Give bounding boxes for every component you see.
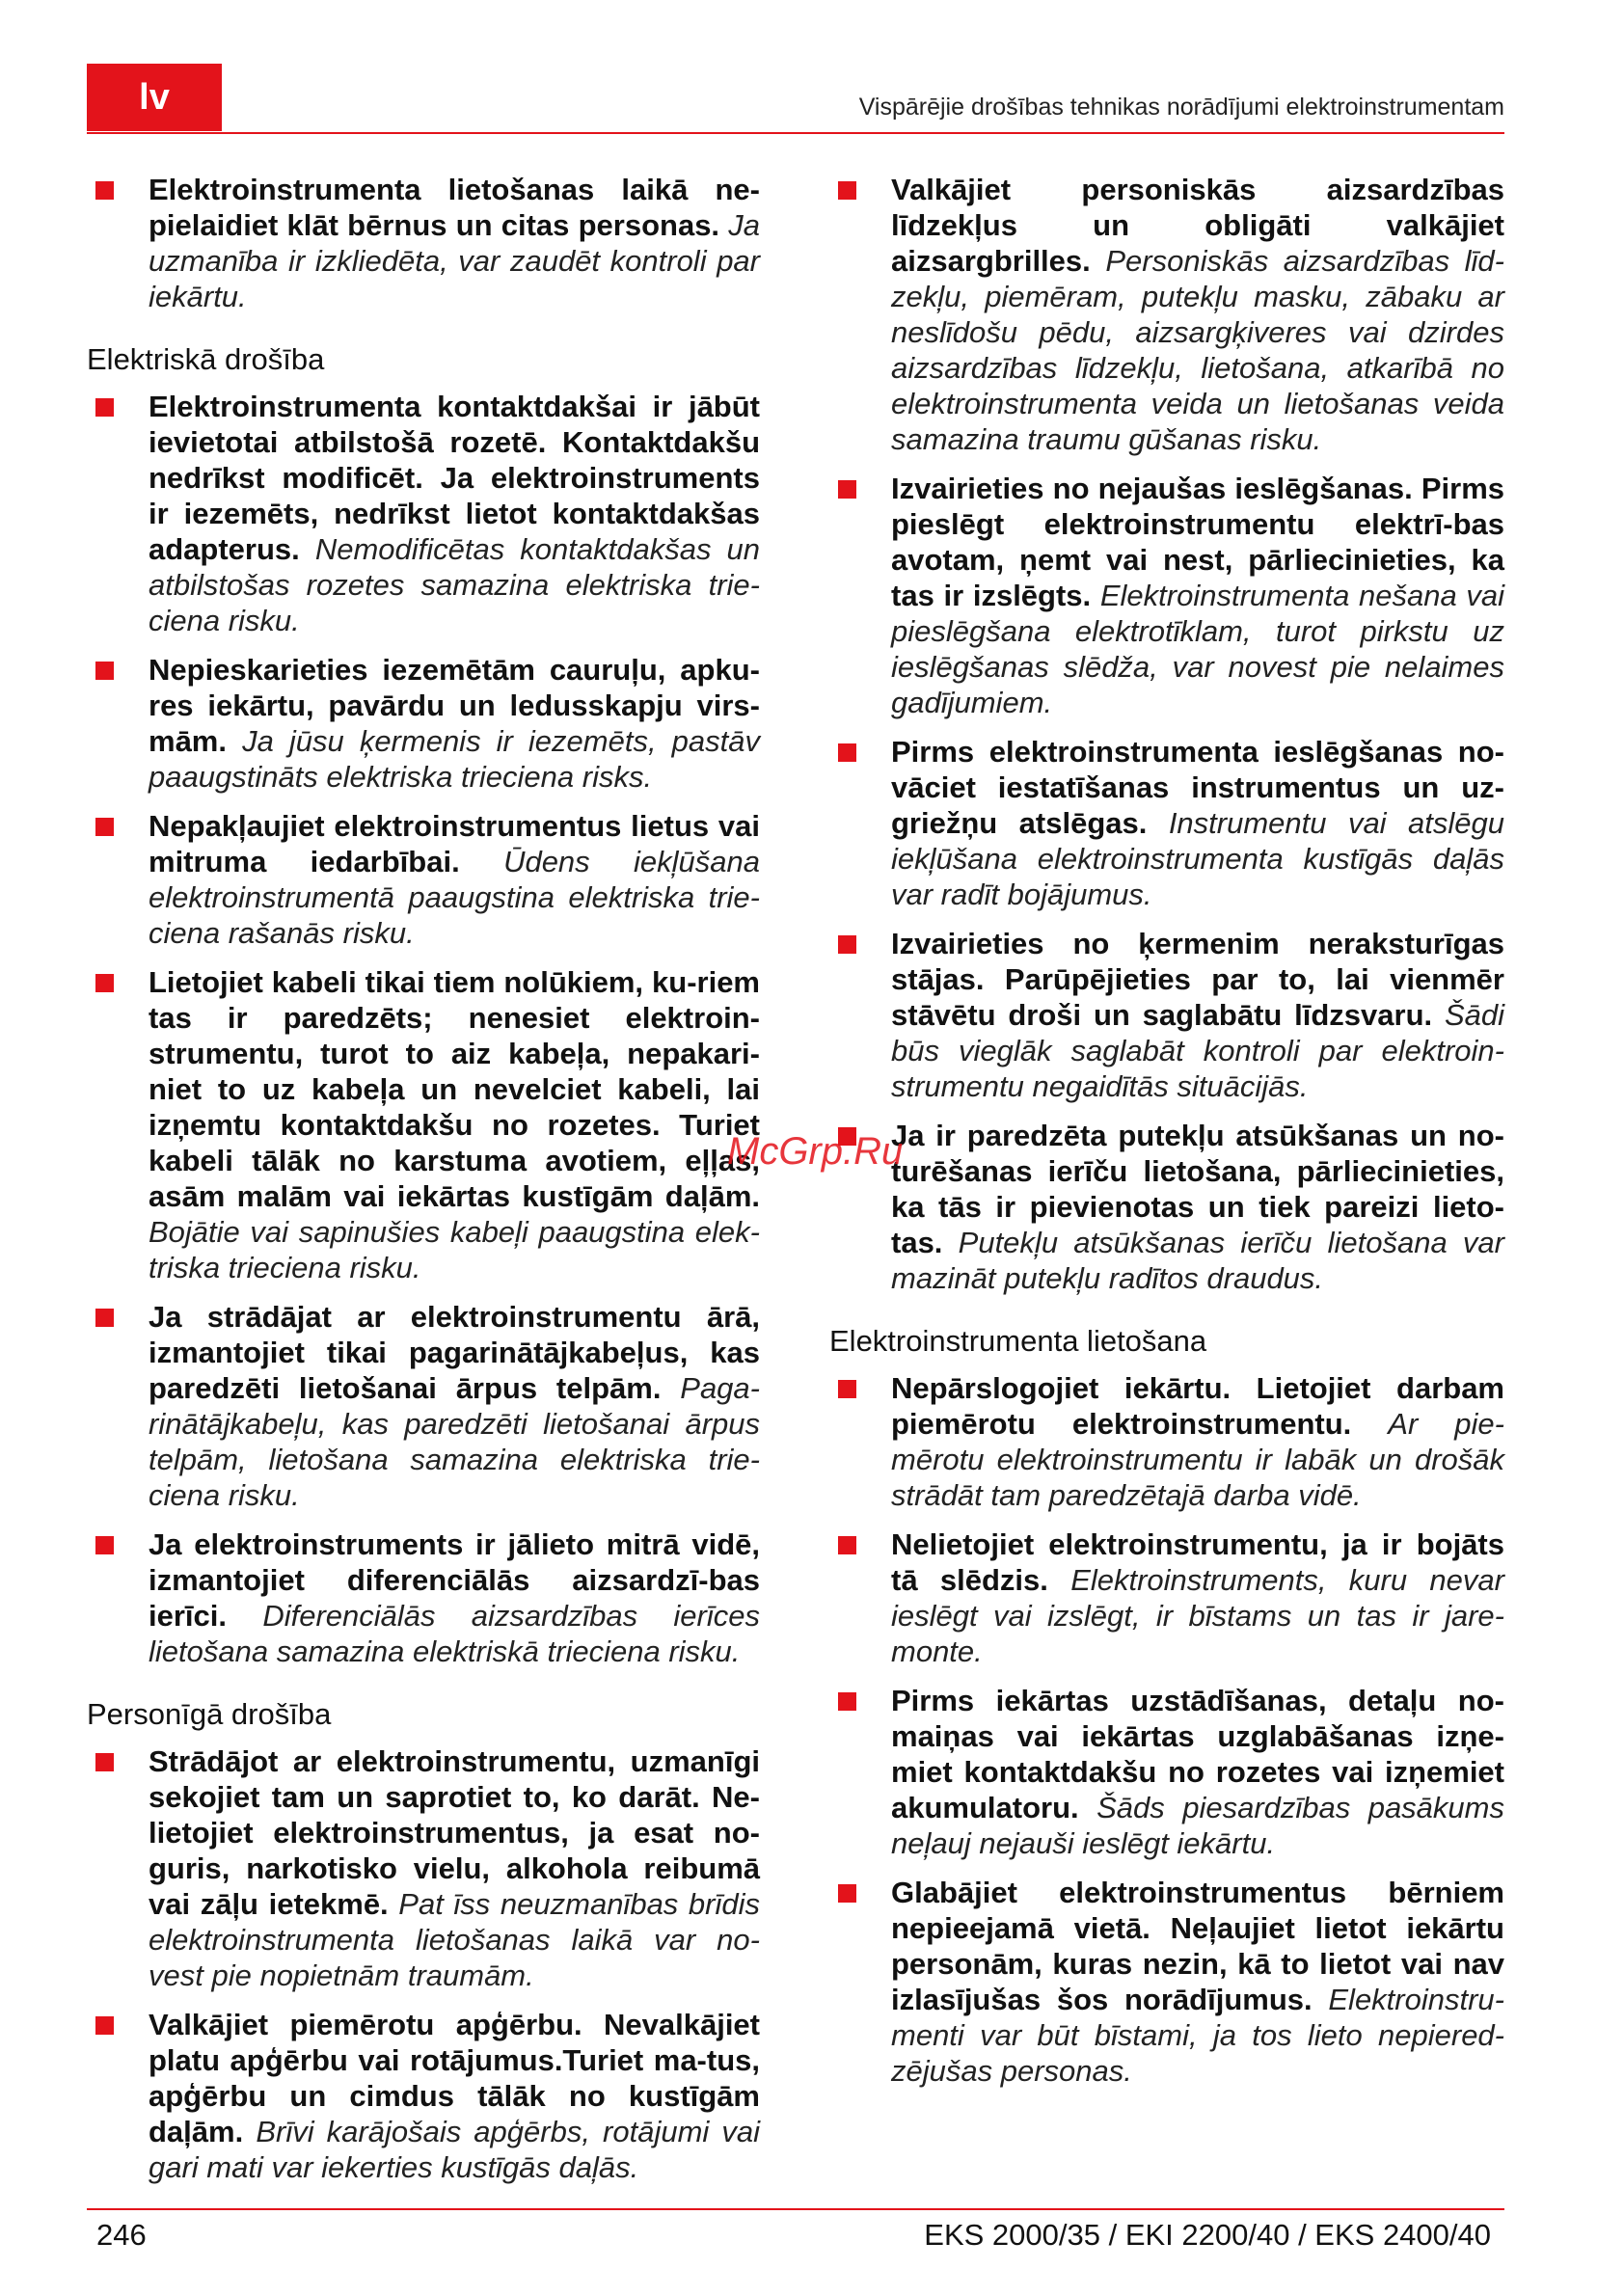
list-item: Pirms iekārtas uzstādīšanas, detaļu no-maiņas vai iekārtas uzglabāšanas izņe-miet kontaktdakšu no rozetes vai izņemiet akumulatoru. Šāds piesardzības pasākums neļauj nejauši ieslēgt iekārtu. (829, 1683, 1504, 1861)
list-item: Ja ir paredzēta putekļu atsūkšanas un no-turēšanas ierīču lietošana, pārliecinieties, ka tās ir pievienotas un tiek pareizi lieto-tas. Putekļu atsūkšanas ierīču lietošana var mazināt putekļu radītos draudus. (829, 1118, 1504, 1296)
section-heading-personal: Personīgā drošība (87, 1697, 332, 1731)
bullet-icon (838, 181, 856, 200)
bullet-icon (838, 1380, 856, 1398)
list-item: Valkājiet piemērotu apģērbu. Nevalkājiet platu apģērbu vai rotājumus.Turiet ma-tus, apģērbu un cimdus tālāk no kustīgām daļām. Brīvi karājošais apģērbs, rotājumi vai gari mati var iekerties kustīgās daļās. (87, 2007, 760, 2185)
bullet-icon (838, 1536, 856, 1554)
list-item: Ja strādājat ar elektroinstrumentu ārā, izmantojiet tikai pagarinātājkabeļus, kas paredzēti lietošanai ārpus telpām. Paga-rinātājkabeļu, kas paredzēti lietošanai ārpus telpām, lietošana samazina elektriska trie-ciena risku. (87, 1299, 760, 1513)
bullet-icon (95, 2016, 114, 2035)
list-item: Ja elektroinstruments ir jālieto mitrā vidē, izmantojiet diferenciālās aizsardzī-bas ierīci. Diferenciālās aizsardzības ierīces lietošana samazina elektriskā trieciena risku. (87, 1526, 760, 1669)
list-item: Izvairieties no ķermenim neraksturīgas stājas. Parūpējieties par to, lai vienmēr stāvētu droši un saglabātu līdzsvaru. Šādi būs vieglāk saglabāt kontroli par elektroin-strumentu negaidītās situācijās. (829, 926, 1504, 1104)
item-text: Elektroinstrumenta lietošanas laikā ne-pielaidiet klāt bērnus un citas personas. Ja uzmanība ir izkliedēta, var zaudēt kontroli par iekārtu. (149, 173, 760, 313)
bullet-icon (838, 1884, 856, 1903)
list-item (87, 172, 760, 314)
bullet-icon (95, 1536, 114, 1554)
list-item: Nepieskarieties iezemētām cauruļu, apku-res iekārtu, pavārdu un ledusskapju virs-mām. Ja jūsu ķermenis ir iezemēts, pastāv paaugstināts elektriska trieciena risks. (87, 652, 760, 795)
footer-model: EKS 2000/35 / EKI 2200/40 / EKS 2400/40 (924, 2218, 1491, 2252)
bullet-icon (95, 818, 114, 836)
right-column (829, 172, 1504, 2102)
footer-rule (87, 2208, 1504, 2210)
list-item: Izvairieties no nejaušas ieslēgšanas. Pirms pieslēgt elektroinstrumentu elektrī-bas avotam, ņemt vai nest, pārliecinieties, ka tas ir izslēgts. Elektroinstrumenta nešana vai pieslēgšana elektrotīklam, turot pirkstu uz ieslēgšanas slēdža, var novest pie nelaimes gadījumiem. (829, 471, 1504, 720)
page-number: 246 (96, 2218, 147, 2252)
header-rule (87, 132, 1504, 134)
language-tab: lv (87, 64, 222, 131)
bullet-icon (838, 1692, 856, 1711)
bullet-icon (838, 935, 856, 954)
watermark-text: McGrp.Ru (727, 1130, 904, 1173)
section-heading-tool-use: Elektroinstrumenta lietošana (829, 1324, 1207, 1358)
list-item: Nelietojiet elektroinstrumentu, ja ir bojāts tā slēdzis. Elektroinstruments, kuru nevar ieslēgt vai izslēgt, ir bīstams un tas ir jare-monte. (829, 1526, 1504, 1669)
bullet-icon (95, 398, 114, 417)
bullet-icon (838, 480, 856, 499)
list-item: Pirms elektroinstrumenta ieslēgšanas no-vāciet iestatīšanas instrumentus un uz-griežņu atslēgas. Instrumentu vai atslēgu iekļūšana elektroinstrumenta kustīgās daļās var radīt bojājumus. (829, 734, 1504, 912)
list-item: Glabājiet elektroinstrumentus bērniem nepieejamā vietā. Neļaujiet lietot iekārtu personām, kuras nezin, kā to lietot vai nav izlasījušas šos norādījumus. Elektroinstru-menti var būt bīstami, ja tos lieto nepiered-zējušas personas. (829, 1875, 1504, 2089)
bullet-icon (95, 1309, 114, 1327)
list-item: Valkājiet personiskās aizsardzības līdzekļus un obligāti valkājiet aizsargbrilles. Personiskās aizsardzības līd-zekļu, piemēram, putekļu masku, zābaku ar neslīdošu pēdu, aizsargķiveres vai dzirdes aizsardzības līdzekļu, lietošana, atkarībā no elektroinstrumenta veida un lietošanas veida samazina traumu gūšanas risku. (829, 172, 1504, 457)
section-heading-electrical: Elektriskā drošība (87, 342, 325, 376)
bullet-icon (95, 662, 114, 680)
header-title: Vispārējie drošības tehnikas norādījumi elektroinstrumentam (858, 94, 1504, 121)
list-item: Lietojiet kabeli tikai tiem nolūkiem, ku-riem tas ir paredzēts; nenesiet elektroin-strumentu, turot to aiz kabeļa, nepakari-niet to uz kabeļa un nevelciet kabeli, lai izņemtu kontaktdakšu no rozetes. Turiet kabeli tālāk no karstuma avotiem, eļļas, asām malām vai iekārtas kustīgām daļām. Bojātie vai sapinušies kabeļi paaugstina elek-triska trieciena risku. (87, 964, 760, 1285)
bullet-icon (95, 181, 114, 200)
bullet-icon (838, 743, 856, 762)
left-column (87, 172, 760, 2199)
list-item: Nepārslogojiet iekārtu. Lietojiet darbam piemērotu elektroinstrumentu. Ar pie-mērotu elektroinstrumentu ir labāk un drošāk strādāt tam paredzētajā darba vidē. (829, 1370, 1504, 1513)
list-item: Nepakļaujiet elektroinstrumentus lietus vai mitruma iedarbībai. Ūdens iekļūšana elektroinstrumentā paaugstina elektriska trie-ciena rašanās risku. (87, 808, 760, 951)
bullet-icon (95, 974, 114, 992)
bullet-icon (95, 1753, 114, 1771)
list-item: Strādājot ar elektroinstrumentu, uzmanīgi sekojiet tam un saprotiet to, ko darāt. Ne-lietojiet elektroinstrumentus, ja esat no-guris, narkotisko vielu, alkohola reibumā vai zāļu ietekmē. Pat īss neuzmanības brīdis elektroinstrumenta lietošanas laikā var no-vest pie nopietnām traumām. (87, 1743, 760, 1993)
list-item: Elektroinstrumenta kontaktdakšai ir jābūt ievietotai atbilstošā rozetē. Kontaktdakšu nedrīkst modificēt. Ja elektroinstruments ir iezemēts, nedrīkst lietot kontaktdakšas adapterus. Nemodificētas kontaktdakšas un atbilstošas rozetes samazina elektriska trie-ciena risku. (87, 389, 760, 638)
